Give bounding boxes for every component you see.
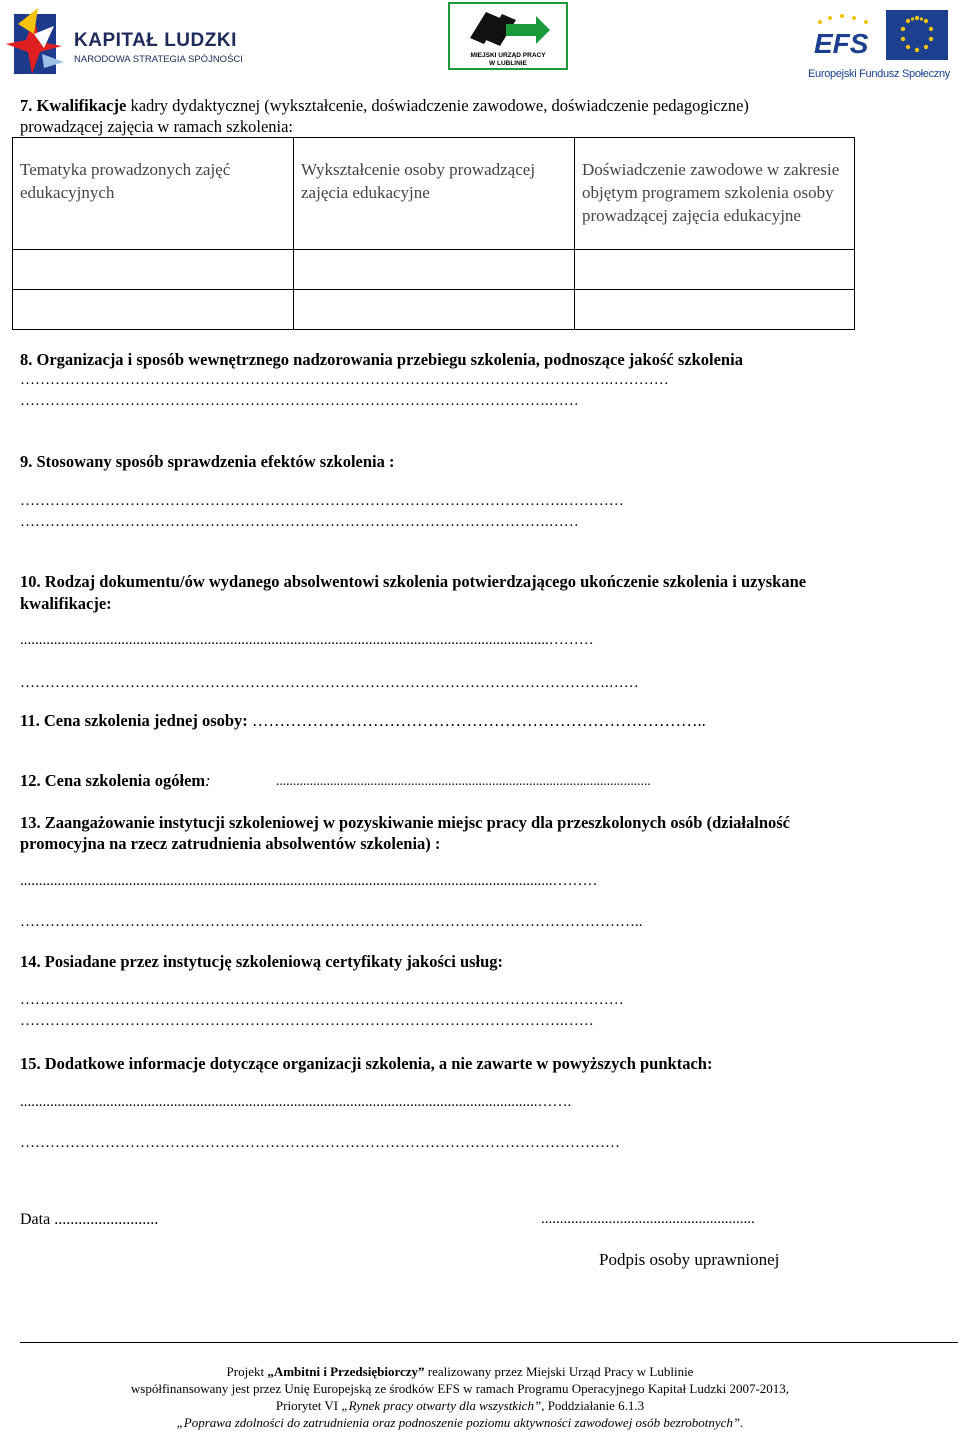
section-8-title: 8. Organizacja i sposób wewnętrznego nadzorowania przebiegu szkolenia, podnoszące jakość szkolenia: [20, 350, 743, 369]
section-8-fill-line-1[interactable]: ……………………………………………………………………………………………………….…………: [20, 372, 669, 388]
section-13-fill-line-2[interactable]: ……………………………………………………………………………………………………………..: [20, 914, 643, 930]
footer-line-3: [0, 1397, 920, 1414]
mup-lublin-logo: [448, 2, 568, 70]
section-12-title: 12. Cena szkolenia ogółem: [20, 771, 206, 790]
date-field[interactable]: Data ..........................: [20, 1211, 159, 1228]
section-13-title: 13. Zaangażowanie instytucji szkoleniowej w pozyskiwanie miejsc pracy dla przeszkolonych osób (działalność: [20, 813, 790, 832]
efs-mark: EFS: [814, 28, 869, 59]
footer-divider: [20, 1342, 958, 1343]
section-9-fill-line-1[interactable]: ……………………………………………………………………………………………….…………: [20, 493, 624, 509]
section-7-title-rest: kadry dydaktycznej (wykształcenie, doświadczenie zawodowe, doświadczenie pedagogiczne): [126, 96, 749, 115]
table-cell-education[interactable]: [294, 250, 575, 290]
footer-line-3-c: , Poddziałanie 6.1.3: [541, 1398, 645, 1413]
footer-line-2: współfinansowany jest przez Unię Europejską ze środków EFS w ramach Programu Operacyjnego Kapitał Ludzki 2007-2013,: [130, 1381, 790, 1396]
section-13-fill-line-1[interactable]: ..............................................................................................................................................………: [20, 873, 598, 889]
section-14-title: 14. Posiadane przez instytucję szkoleniową certyfikaty jakości usług:: [20, 952, 504, 971]
table-header-row: [13, 138, 855, 250]
footer-project-name: „Ambitni i Przedsiębiorczy”: [267, 1364, 425, 1379]
signature-label: Podpis osoby uprawnionej: [599, 1250, 780, 1269]
mup-line2: W LUBLINIE: [489, 60, 527, 67]
kapital-ludzki-brand: KAPITAŁ LUDZKI: [74, 30, 237, 51]
col-header-topic: Tematyka prowadzonych zajęć edukacyjnych: [13, 138, 294, 250]
footer-line-1-a: Projekt: [226, 1364, 268, 1379]
kapital-ludzki-emblem: [4, 4, 68, 78]
section-7-title: [20, 96, 749, 116]
section-11-row: [20, 711, 706, 731]
footer-line-1-c: realizowany przez Miejski Urząd Pracy w Lublinie: [424, 1364, 694, 1379]
section-10-fill-line-2[interactable]: ……………………………………………………………………………………………………….……: [20, 675, 639, 691]
section-12-fill-line[interactable]: ...............................................................................................................: [276, 773, 651, 788]
section-9-title: 9. Stosowany sposób sprawdzenia efektów szkolenia :: [20, 452, 395, 471]
eu-flag-icon: [886, 10, 948, 60]
footer-priority-name: „Rynek pracy otwarty dla wszystkich”: [341, 1398, 542, 1413]
section-14-fill-line-1[interactable]: ……………………………………………………………………………………………….…………: [20, 992, 624, 1008]
table-cell-experience[interactable]: [575, 250, 855, 290]
footer-line-4: „Poprawa zdolności do zatrudnienia oraz podnoszenie poziomu aktywności zawodowej osób bezrobotnych”.: [176, 1415, 744, 1430]
section-10-title: 10. Rodzaj dokumentu/ów wydanego absolwentowi szkolenia potwierdzającego ukończenie szkolenia i uzyskane: [20, 572, 807, 591]
section-9-fill-line-2[interactable]: …………………………………………………………………………………………….……: [20, 514, 579, 530]
section-8-fill-line-2[interactable]: …………………………………………………………………………………………….……: [20, 393, 579, 409]
col-header-experience: Doświadczenie zawodowe w zakresie objętym programem szkolenia osoby prowadzącej zajęcia edukacyjne: [575, 138, 855, 250]
section-12-row: [20, 771, 211, 791]
section-14-fill-line-2[interactable]: ……………………………………………………………………………………………….……: [20, 1013, 594, 1029]
section-10-fill-line-1[interactable]: .............................................................................................................................................………: [20, 632, 594, 648]
kapital-ludzki-subtitle: NARODOWA STRATEGIA SPÓJNOŚCI: [74, 54, 243, 65]
efs-logo: [808, 6, 960, 84]
section-15-fill-line-2[interactable]: …………………………………………………………………………………………………………: [20, 1135, 620, 1151]
mup-emblem: [466, 8, 552, 50]
section-7-title-line2: prowadzącej zajęcia w ramach szkolenia:: [20, 117, 294, 136]
section-7-title-bold: 7. Kwalifikacje: [20, 96, 127, 115]
table-row: [13, 290, 855, 330]
efs-stars-icon: [814, 10, 876, 28]
table-cell-topic[interactable]: [13, 250, 294, 290]
mup-line1: MIEJSKI URZĄD PRACY: [470, 52, 546, 59]
efs-caption: Europejski Fundusz Społeczny: [808, 68, 951, 80]
section-15-fill-line-1[interactable]: ..........................................................................................................................................…….: [20, 1094, 572, 1110]
col-header-education: Wykształcenie osoby prowadzącej zajęcia edukacyjne: [294, 138, 575, 250]
signature-line[interactable]: .........................................................: [541, 1211, 755, 1227]
table-cell-topic[interactable]: [13, 290, 294, 330]
qualifications-table: [12, 137, 855, 330]
footer-line-1: [0, 1363, 920, 1380]
table-cell-experience[interactable]: [575, 290, 855, 330]
table-row: [13, 250, 855, 290]
section-11-title: 11. Cena szkolenia jednej osoby:: [20, 711, 248, 730]
section-13-title-line2: promocyjna na rzecz zatrudnienia absolwentów szkolenia) :: [20, 834, 441, 853]
table-cell-education[interactable]: [294, 290, 575, 330]
section-15-title: 15. Dodatkowe informacje dotyczące organizacji szkolenia, a nie zawarte w powyższych punktach:: [20, 1054, 713, 1073]
section-10-title-line2: kwalifikacje:: [20, 594, 112, 613]
section-11-fill-line[interactable]: ………………………………………………………………………..: [247, 711, 706, 730]
section-12-colon: :: [205, 771, 211, 790]
kapital-ludzki-logo: [4, 4, 248, 78]
footer-line-3-a: Priorytet VI: [275, 1398, 342, 1413]
